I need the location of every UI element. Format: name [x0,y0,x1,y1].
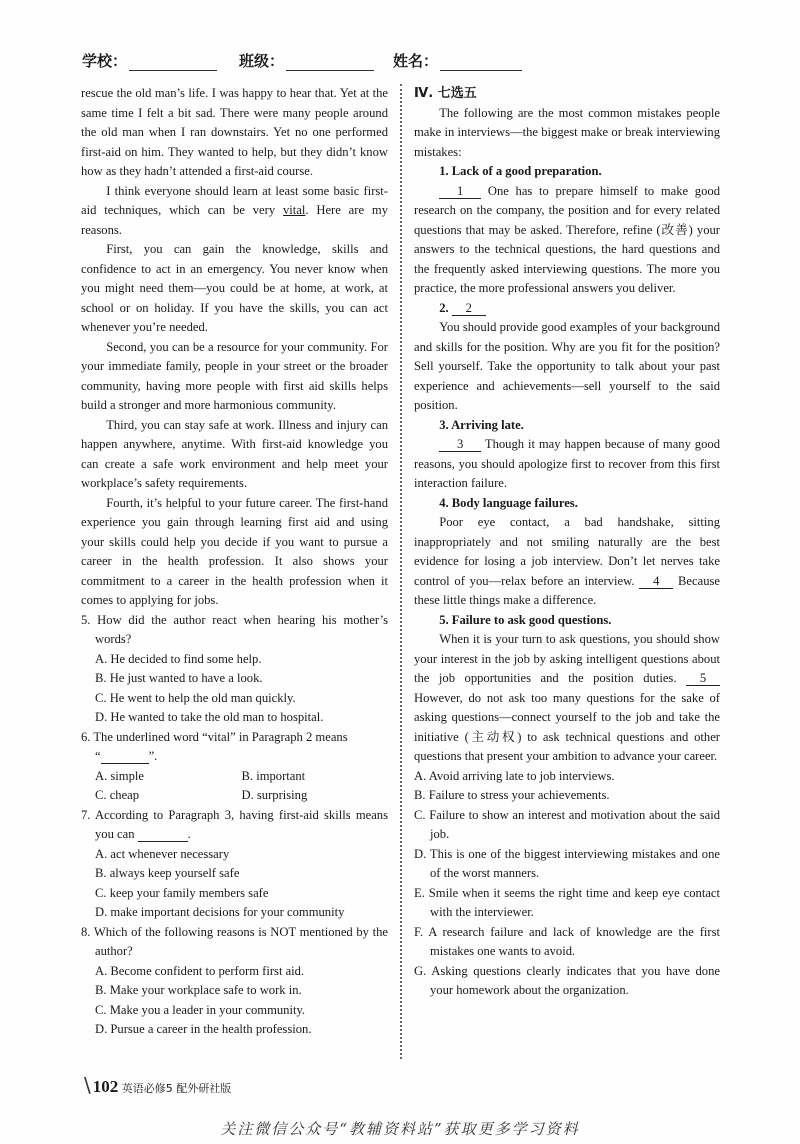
answer-blank: 4 [639,574,673,589]
answer-option: F. A research failure and lack of knowledge are the first mistakes one wants to avoid. [414,924,720,958]
book-title: 英语必修5 配外研社版 [121,1082,232,1095]
option: B. He just wanted to have a look. [95,671,263,685]
passage-paragraph: Poor eye contact, a bad handshake, sitting inappropriately and not smiling naturally are the best evidence for losing a job interview. Don’t let nerves take control of you—relax before an interview. 4 Because these little things make a difference. [414,515,720,607]
answer-option: C. Failure to show an interest and motivation about the said job. [414,807,720,841]
option-row [81,767,388,787]
question-6: 6. The underlined word “vital” in Paragraph 2 means “ ”. [81,729,348,763]
answer-option: B. Failure to stress your achievements. [414,788,610,802]
passage-paragraph: I think everyone should learn at least some basic first-aid techniques, which can be very vital. Here are my reasons. [81,183,388,237]
answer-blank: 1 [439,184,481,199]
answer-blank: 2 [452,301,486,316]
underlined-word: vital [282,203,306,217]
option: C. He went to help the old man quickly. [95,690,296,705]
intro-paragraph: The following are the most common mistakes people make in interviews—the biggest make or break interviewing mistakes: [414,105,720,159]
option: D. make important decisions for your community [95,905,345,919]
column-divider [400,84,402,1059]
class-label: 班级： [239,52,285,70]
subheading: 4. Body language failures. [439,495,578,510]
answer-option: G. Asking questions clearly indicates that you have done your homework about the organization. [414,963,720,997]
section-title: Ⅳ. 七选五 [414,86,477,101]
answer-blank [101,749,149,764]
option: A. Become confident to perform first aid. [95,963,305,978]
right-column [414,84,720,1001]
option: A. act whenever necessary [95,846,230,861]
option: C. Make you a leader in your community. [95,1002,306,1017]
answer-blank [138,827,188,842]
school-label: 学校： [82,52,128,70]
option: B. always keep yourself safe [95,866,240,880]
footer-slash-icon: \ [84,1073,91,1097]
option: A. simple [95,768,144,783]
option: A. He decided to find some help. [95,651,262,666]
school-blank [129,56,217,71]
subheading: 1. Lack of a good preparation. [439,164,602,178]
question-8: 8. Which of the following reasons is NOT mentioned by the author? [81,924,388,958]
passage-paragraph: When it is your turn to ask questions, you should show your interest in the job by asking intelligent questions about the job opportunities and the position duties. 5 However, do not ask too many questions for the sake of asking questions—connect yourself to the job and take the initiative (主动权) to ask technical questions and other questions that present your ambition to advance your career. [414,632,720,763]
name-blank [440,56,522,71]
answer-blank: 5 [686,671,720,686]
option: B. important [241,768,306,783]
answer-blank: 3 [439,437,481,452]
passage-paragraph: 1 One has to prepare himself to make good research on the company, the position and for every related questions that may be asked. Therefore, refine (改善) your answers to the technical questions, the hard questions and the frequently asked interviewing questions. The more you practice, the more professional answers you deliver. [414,183,720,295]
name-field [393,50,522,71]
class-field [239,50,374,71]
subheading: 3. Arriving late. [439,417,524,432]
option: D. surprising [241,788,308,802]
subheading: 2. 2 [414,299,720,319]
option: C. keep your family members safe [95,885,269,900]
school-field [82,50,217,71]
page-footer [84,1073,231,1097]
promo-banner: 关注微信公众号“教辅资料站”获取更多学习资料 [220,1120,580,1138]
passage-paragraph: Third, you can stay safe at work. Illness and injury can happen anywhere, anytime. With first-aid knowledge you can create a safe work environment and help meet your workplace’s safety requirements. [81,417,388,490]
class-blank [286,56,374,71]
left-column [81,84,388,1040]
option: D. He wanted to take the old man to hospital. [95,710,324,724]
name-label: 姓名： [393,52,439,70]
passage-paragraph: First, you can gain the knowledge, skills and confidence to act in an emergency. You never know when you might need them—you could be at home, at work, at school or on holiday. If you have the skills, you can act whenever you’re needed. [81,242,388,334]
answer-option: D. This is one of the biggest interviewing mistakes and one of the worst manners. [414,846,720,880]
option: C. cheap [95,788,140,802]
passage-paragraph: rescue the old man’s life. I was happy to hear that. Yet at the same time I felt a bit sad. There were many people around the old man when I ran downstairs. Yet no one performed first-aid on him. They wanted to help, but they didn’t know how as they hadn’t attended a first-aid course. [81,86,388,178]
passage-paragraph: Second, you can be a resource for your community. For your immediate family, people in your street or the broader community, having more people with first aid skills helps build a stronger and more harmonious community. [81,339,388,412]
passage-paragraph: You should provide good examples of your background and skills for the position. Why are you fit for the position? Sell yourself. Take the opportunity to talk about your past experience and achievements—sell yourself to the said position. [414,320,720,412]
option: D. Pursue a career in the health profession. [95,1022,312,1036]
answer-option: A. Avoid arriving late to job interviews. [414,768,615,783]
subheading: 5. Failure to ask good questions. [439,612,612,627]
question-7: 7. According to Paragraph 3, having first-aid skills means you can . [81,807,388,841]
option-row [81,786,388,806]
passage-paragraph: 3 Though it may happen because of many good reasons, you should apologize first to recover from this first interaction failure. [414,437,720,490]
page-number: 102 [92,1077,119,1096]
passage-paragraph: Fourth, it’s helpful to your future career. The first-hand experience you gain through learning first aid and using your skills could help you decide if you want to pursue a career in the health profession. It also shows your commitment to a career in the health profession when it comes to applying for jobs. [81,495,388,607]
option: B. Make your workplace safe to work in. [95,983,302,997]
answer-option: E. Smile when it seems the right time and keep eye contact with the interviewer. [414,885,720,919]
question-5: 5. How did the author react when hearing his mother’s words? [81,612,388,646]
